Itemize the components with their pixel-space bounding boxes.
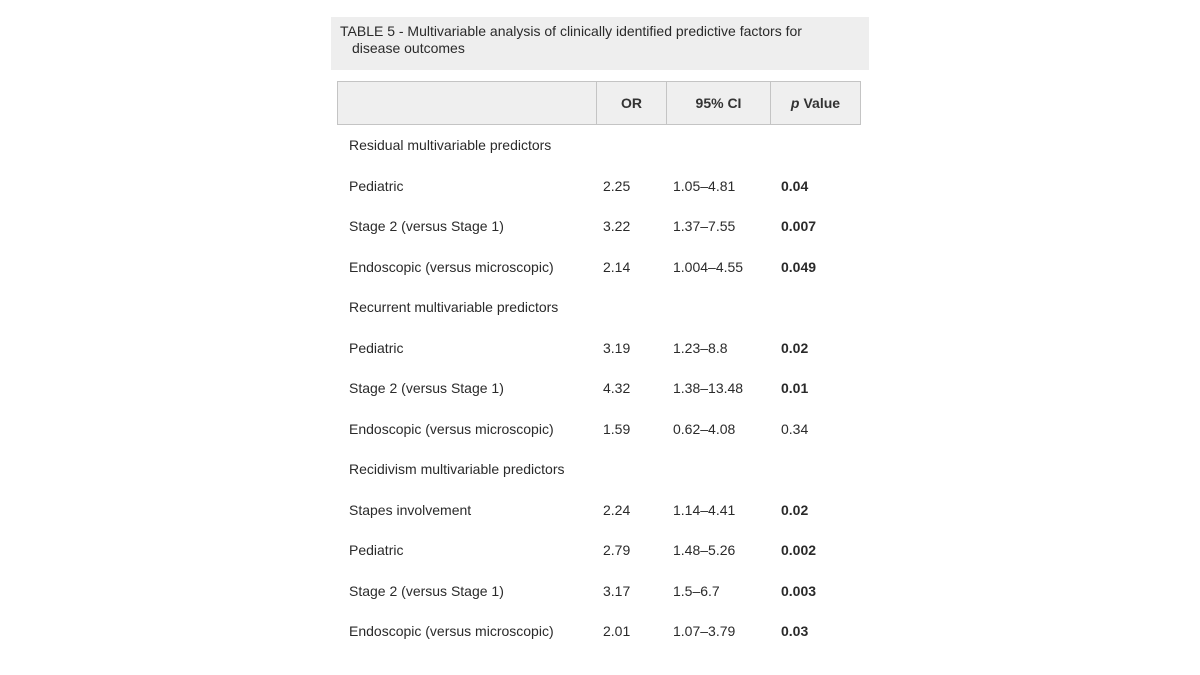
ci-cell: 1.07–3.79 xyxy=(673,623,736,640)
p-value-cell: 0.049 xyxy=(781,258,817,275)
or-cell: 2.79 xyxy=(603,542,631,559)
header-p-italic: p xyxy=(790,95,800,111)
table-row xyxy=(337,409,861,450)
table-row xyxy=(337,368,861,409)
table-row xyxy=(337,571,861,612)
header-ci: 95% CI xyxy=(666,82,770,124)
p-value-cell: 0.02 xyxy=(781,501,809,518)
factor-cell: Endoscopic (versus microscopic) xyxy=(349,258,554,275)
table-row xyxy=(337,490,861,531)
or-cell: 3.22 xyxy=(603,218,631,235)
p-value-cell: 0.34 xyxy=(781,420,809,437)
p-value-cell: 0.007 xyxy=(781,218,817,235)
header-p-label: Value xyxy=(803,95,841,111)
ci-cell: 1.38–13.48 xyxy=(673,380,744,397)
factor-cell: Stapes involvement xyxy=(349,501,472,518)
header-p-value xyxy=(770,82,860,124)
ci-cell: 1.5–6.7 xyxy=(673,582,720,599)
factor-cell: Stage 2 (versus Stage 1) xyxy=(349,582,504,599)
header-factor xyxy=(338,82,596,124)
group-header-row xyxy=(337,449,861,490)
caption-line-1: TABLE 5 - Multivariable analysis of clinically identified predictive factors for xyxy=(340,23,802,39)
p-value-cell: 0.003 xyxy=(781,582,817,599)
factor-cell: Endoscopic (versus microscopic) xyxy=(349,623,554,640)
or-cell: 4.32 xyxy=(603,380,631,397)
table-row xyxy=(337,328,861,369)
or-cell: 3.17 xyxy=(603,582,631,599)
group-title: Recidivism multivariable predictors xyxy=(349,461,565,478)
table-row xyxy=(337,206,861,247)
or-cell: 3.19 xyxy=(603,339,631,356)
factor-cell: Stage 2 (versus Stage 1) xyxy=(349,218,504,235)
or-cell: 2.25 xyxy=(603,177,631,194)
group-header-row xyxy=(337,287,861,328)
ci-cell: 0.62–4.08 xyxy=(673,420,736,437)
p-value-cell: 0.02 xyxy=(781,339,809,356)
or-cell: 2.01 xyxy=(603,623,631,640)
table-row xyxy=(337,247,861,288)
factor-cell: Pediatric xyxy=(349,177,404,194)
table-header-row xyxy=(337,81,861,125)
factor-cell: Endoscopic (versus microscopic) xyxy=(349,420,554,437)
or-cell: 2.14 xyxy=(603,258,631,275)
p-value-cell: 0.01 xyxy=(781,380,809,397)
table-row xyxy=(337,611,861,652)
ci-cell: 1.14–4.41 xyxy=(673,501,736,518)
table-caption xyxy=(331,17,869,70)
caption-line-2: disease outcomes xyxy=(352,40,465,56)
factor-cell: Pediatric xyxy=(349,339,404,356)
p-value-cell: 0.03 xyxy=(781,623,809,640)
header-or: OR xyxy=(596,82,666,124)
factor-cell: Stage 2 (versus Stage 1) xyxy=(349,380,504,397)
factor-cell: Pediatric xyxy=(349,542,404,559)
table-body xyxy=(337,125,861,652)
or-cell: 2.24 xyxy=(603,501,631,518)
group-header-row xyxy=(337,125,861,166)
ci-cell: 1.48–5.26 xyxy=(673,542,736,559)
ci-cell: 1.004–4.55 xyxy=(673,258,744,275)
ci-cell: 1.23–8.8 xyxy=(673,339,728,356)
p-value-cell: 0.002 xyxy=(781,542,817,559)
or-cell: 1.59 xyxy=(603,420,631,437)
p-value-cell: 0.04 xyxy=(781,177,809,194)
group-title: Residual multivariable predictors xyxy=(349,137,552,154)
table-row xyxy=(337,530,861,571)
group-title: Recurrent multivariable predictors xyxy=(349,299,559,316)
results-table xyxy=(337,81,861,652)
ci-cell: 1.05–4.81 xyxy=(673,177,736,194)
ci-cell: 1.37–7.55 xyxy=(673,218,736,235)
table-row xyxy=(337,166,861,207)
